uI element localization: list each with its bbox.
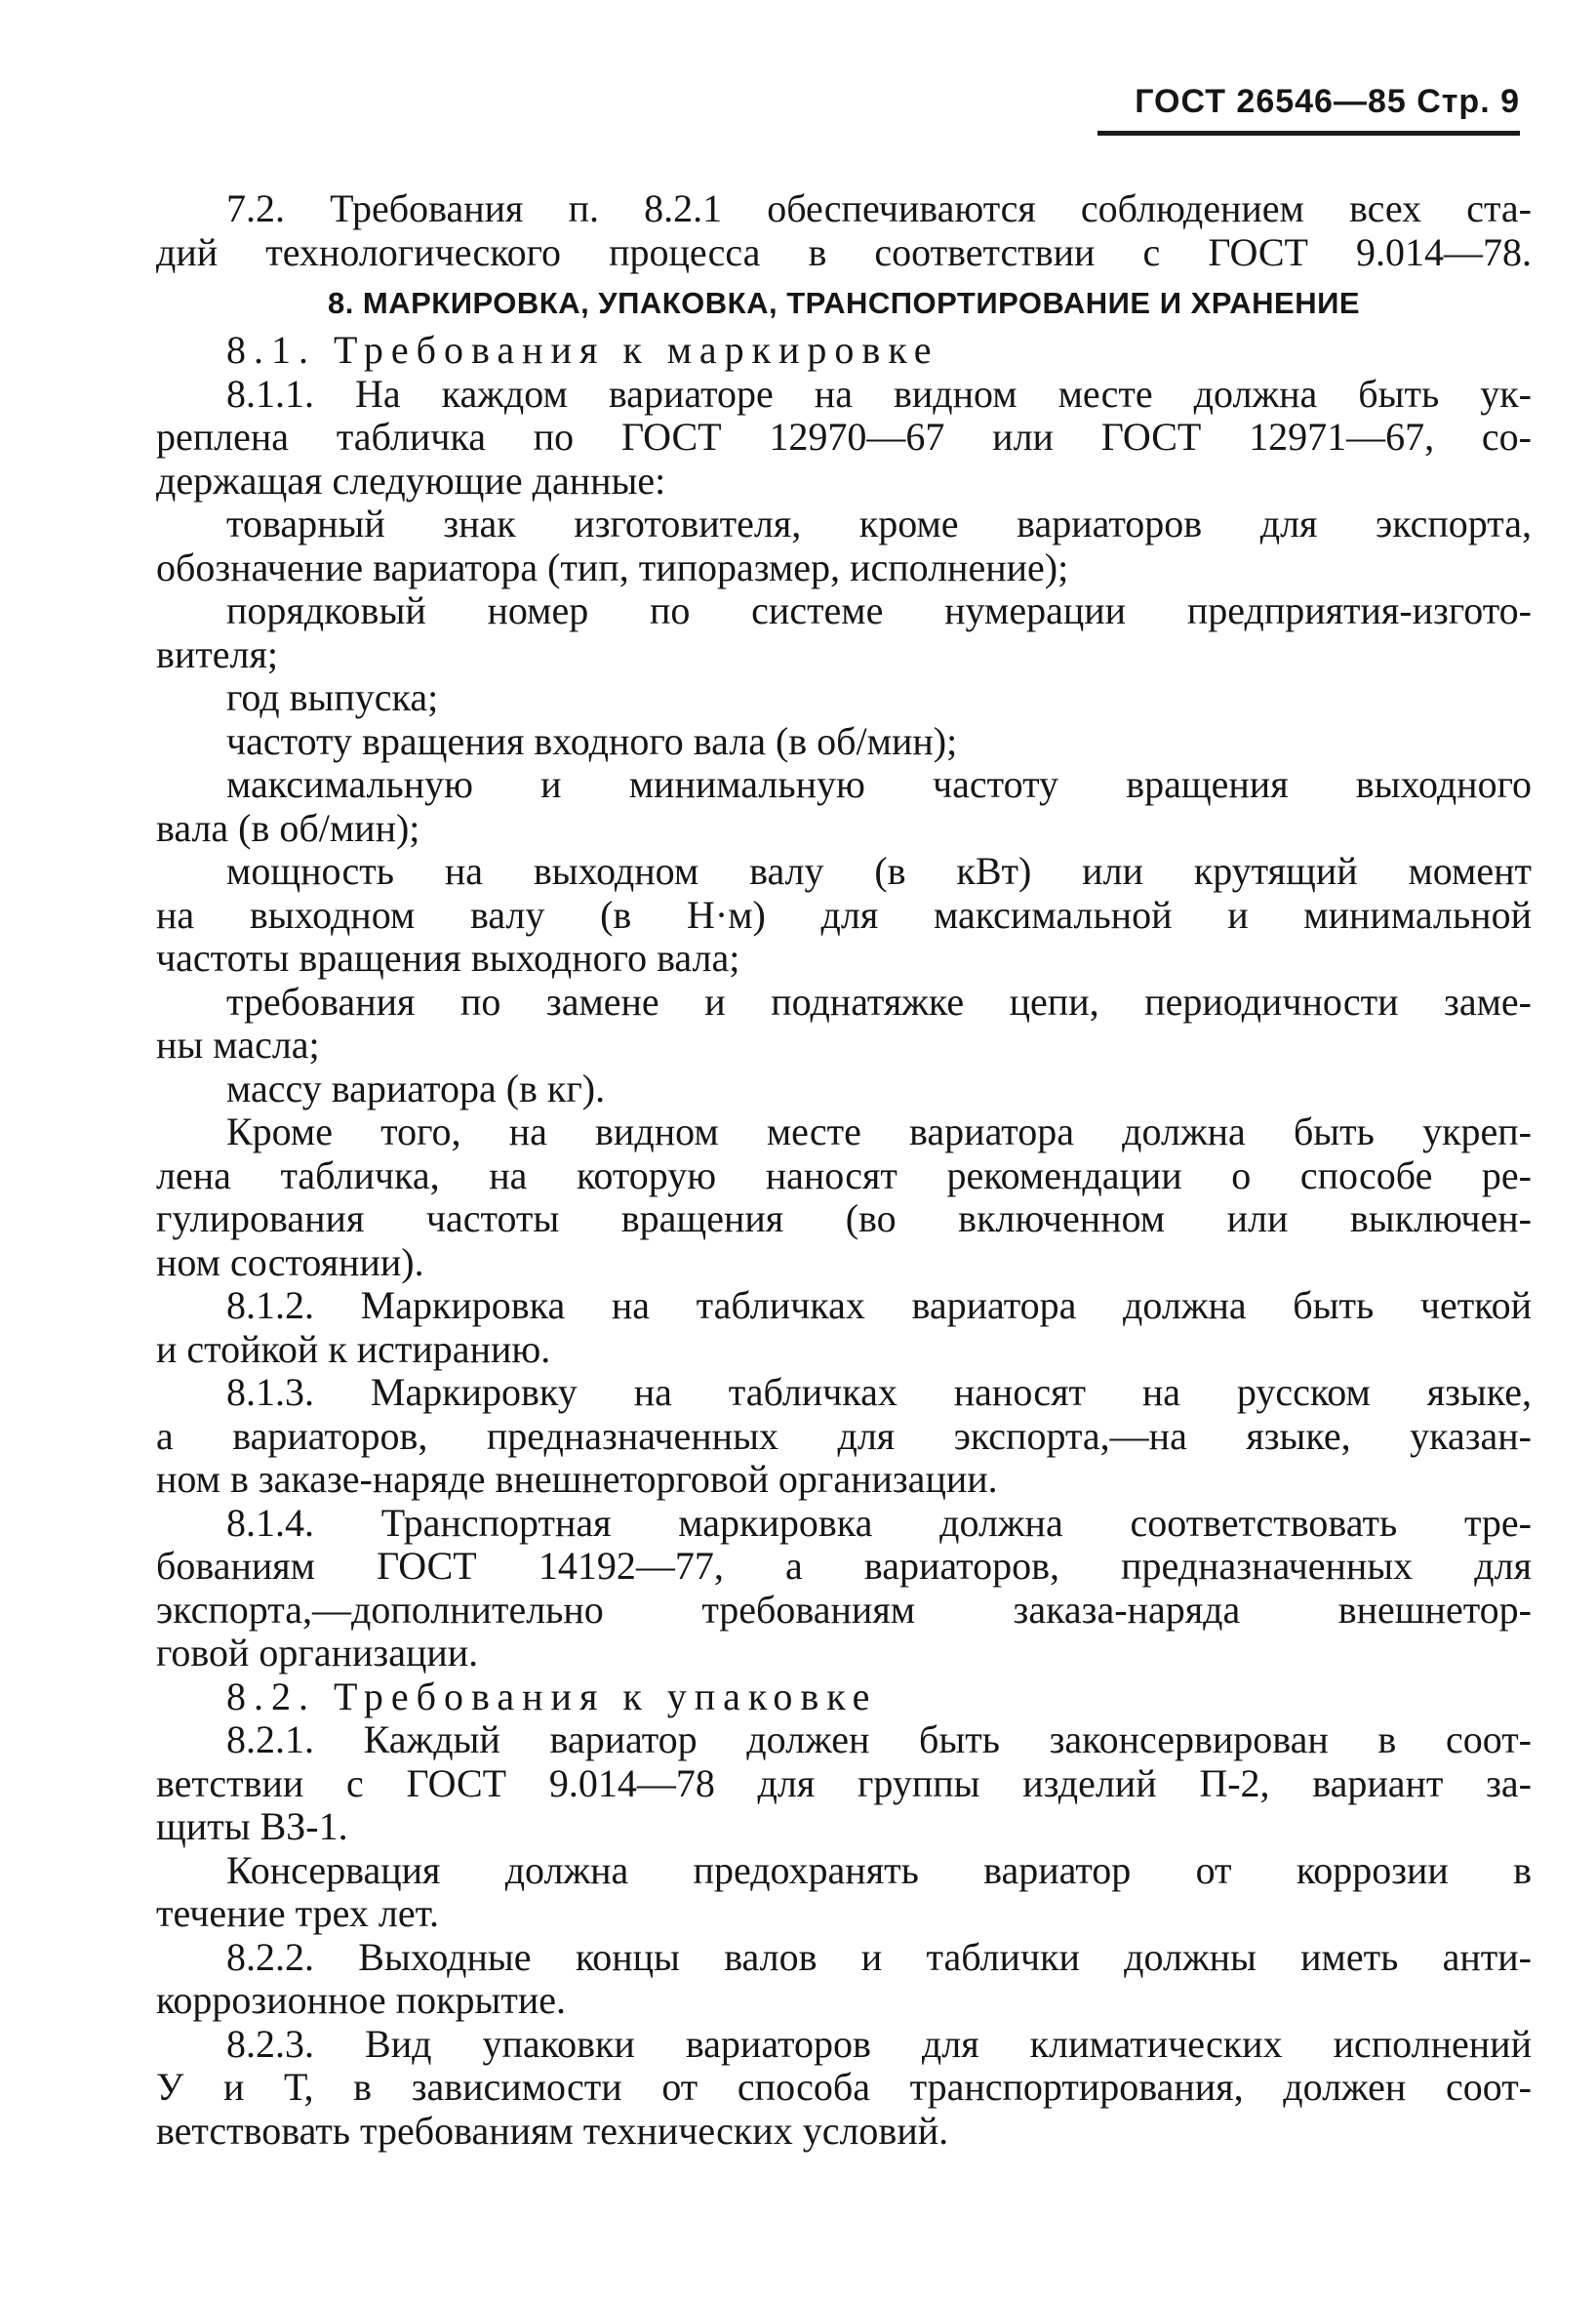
paragraph-7-2 [156,187,1532,274]
text-line: и стойкой к истиранию. [156,1326,551,1371]
paragraph-8-1-3 [156,1371,1532,1502]
text-line: бованиям ГОСТ 14192—77, а вариаторов, предназначенных для [156,1544,1532,1588]
text-line: держащая следующие данные: [156,458,666,503]
paragraph-8-1-1 [156,373,1532,504]
text-line: 8.1.4. Транспортная маркировка должна соответствовать тре- [226,1500,1532,1545]
list-item: частоту вращения входного вала (в об/мин); [226,718,958,763]
text-line: 8.2.1. Каждый вариатор должен быть законсервирован в соот- [226,1717,1532,1761]
list-item: максимальную и минимальную частоту вращения выходного [226,762,1532,806]
text-line: гулирования частоты вращения (во включенном или выключен- [156,1196,1532,1240]
list-item: мощность на выходном валу (в кВт) или крутящий момент [226,849,1532,893]
text-line: течение трех лет. [156,1891,440,1935]
document-body [156,187,1532,2153]
list-item: массу вариатора (в кг). [226,1066,606,1110]
text-line: коррозионное покрытие. [156,1978,567,2022]
text-line: лена табличка, на которую наносят рекомендации о способе ре- [156,1152,1532,1197]
text-line: 8.1.3. Маркировку на табличках наносят на русском языке, [226,1370,1532,1414]
subsection-heading: 8.2. Требования к упаковке [226,1674,878,1718]
paragraph-8-1-2 [156,1284,1532,1371]
paragraph-konservaciya [156,1849,1532,1936]
paragraph-8-2-3 [156,2023,1532,2154]
text-line: 8.2.3. Вид упаковки вариаторов для климатических исполнений [226,2021,1532,2066]
text-line: а вариаторов, предназначенных для экспорта,—на языке, указан- [156,1413,1532,1458]
text-line: дий технологического процесса в соответствии с ГОСТ 9.014—78. [156,229,1532,274]
text-line: реплена табличка по ГОСТ 12970—67 или ГОСТ 12971—67, со- [156,415,1532,459]
list-item: обозначение вариатора (тип, типоразмер, исполнение); [156,545,1069,589]
text-line: ветствовать требованиям технических условий. [156,2108,949,2153]
section-title: 8. МАРКИРОВКА, УПАКОВКА, ТРАНСПОРТИРОВАНИЕ И ХРАНЕНИЕ [327,286,1361,320]
list-item: порядковый номер по системе нумерации предприятия-изгото- [226,588,1532,632]
text-line: говой организации. [156,1631,479,1675]
list-item: на выходном валу (в Н·м) для максимальной и минимальной [156,892,1532,937]
list-item: товарный знак изготовителя, кроме вариаторов для экспорта, [226,502,1532,545]
list-item: год выпуска; [226,675,439,719]
text-line: экспорта,—дополнительно требованиям заказа-наряда внешнетор- [156,1587,1532,1632]
text-line: 8.1.1. На каждом вариаторе на видном месте должна быть ук- [226,371,1532,416]
list-item: вителя; [156,631,278,676]
marking-data-list [156,503,1532,1110]
paragraph-8-1-4 [156,1502,1532,1675]
text-line: 8.1.2. Маркировка на табличках вариатора должна быть четкой [226,1283,1532,1327]
list-item: вала (в об/мин); [156,805,420,850]
list-item: требования по замене и поднатяжке цепи, периодичности заме- [226,979,1532,1024]
text-line: У и Т, в зависимости от способа транспортирования, должен соот- [156,2065,1532,2109]
subsection-heading: 8.1. Требования к маркировке [226,328,939,372]
paragraph-krome-togo [156,1110,1532,1284]
text-line: щиты ВЗ-1. [156,1804,348,1848]
text-line: Кроме того, на видном месте вариатора должна быть укреп- [226,1110,1532,1153]
paragraph-8-2-2 [156,1936,1532,2023]
text-line: ном в заказе-наряде внешнеторговой организации. [156,1457,998,1501]
text-line: 7.2. Требования п. 8.2.1 обеспечиваются соблюдением всех ста- [226,186,1532,230]
list-item: частоты вращения выходного вала; [156,936,740,980]
paragraph-8-2-1 [156,1718,1532,1849]
text-line: ветствии с ГОСТ 9.014—78 для группы изделий П-2, вариант за- [156,1760,1532,1805]
list-item: ны масла; [156,1023,320,1067]
text-line: 8.2.2. Выходные концы валов и таблички должны иметь анти- [226,1934,1532,1979]
page-header: ГОСТ 26546—85 Стр. 9 [1097,80,1520,136]
text-line: ном состоянии). [156,1239,424,1284]
text-line: Консервация должна предохранять вариатор от коррозии в [226,1847,1532,1892]
